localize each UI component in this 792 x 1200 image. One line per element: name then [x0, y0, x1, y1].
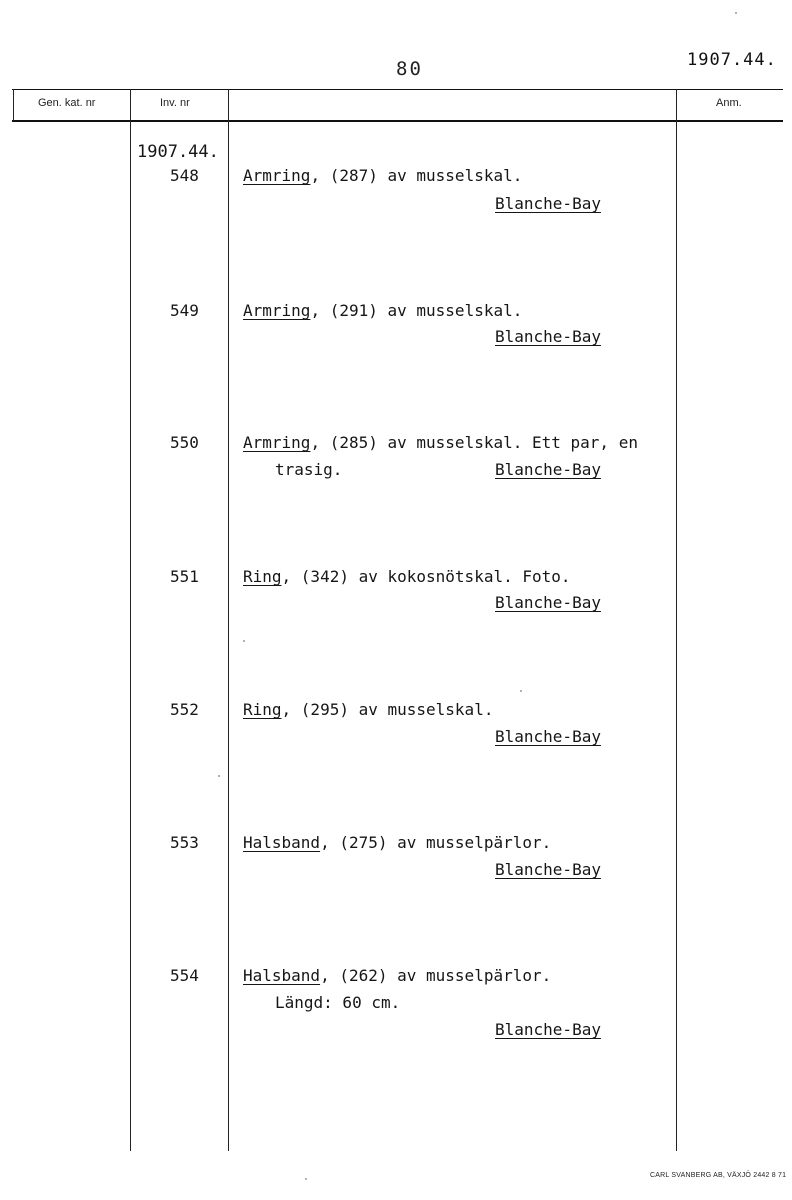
- object-name: Halsband: [243, 966, 321, 985]
- printer-imprint: CARL SVANBERG AB, VÄXJÖ 2442 8 71: [650, 1172, 787, 1179]
- entry-place: Blanche-Bay: [495, 727, 601, 746]
- scan-speck: [520, 690, 522, 692]
- entry-place: Blanche-Bay: [495, 327, 601, 346]
- inv-number-551: 551: [170, 567, 199, 586]
- column-divider-desc-anm: [676, 89, 677, 1151]
- object-details: , (287) av musselskal.: [310, 166, 523, 185]
- column-header-gen-kat-nr: Gen. kat. nr: [38, 97, 96, 109]
- column-header-inv-nr: Inv. nr: [160, 97, 190, 109]
- column-header-anm: Anm.: [716, 97, 742, 109]
- object-details: , (262) av musselpärlor.: [320, 966, 552, 985]
- object-name: Ring: [243, 567, 282, 586]
- object-name: Armring: [243, 433, 311, 452]
- object-details: , (275) av musselpärlor.: [320, 833, 552, 852]
- entry-description: [243, 433, 638, 452]
- scan-speck: [735, 12, 737, 14]
- entry-description-line2: trasig.: [275, 460, 343, 479]
- column-divider-left-edge: [13, 89, 14, 121]
- entry-place: Blanche-Bay: [495, 593, 601, 612]
- column-divider-gen-inv: [130, 89, 131, 1151]
- object-name: Ring: [243, 700, 282, 719]
- inv-number-548: 548: [170, 166, 199, 185]
- scan-speck: [243, 640, 245, 642]
- entry-description-line2: Längd: 60 cm.: [275, 993, 401, 1012]
- entry-description: [243, 166, 522, 185]
- inventory-year-label: 1907.44.: [137, 142, 219, 162]
- inv-number-550: 550: [170, 433, 199, 452]
- object-name: Halsband: [243, 833, 321, 852]
- object-details: , (295) av musselskal.: [281, 700, 494, 719]
- entry-description: [243, 966, 551, 985]
- inv-number-552: 552: [170, 700, 199, 719]
- entry-place: Blanche-Bay: [495, 460, 601, 479]
- entry-place: Blanche-Bay: [495, 194, 601, 213]
- object-details: , (342) av kokosnötskal. Foto.: [281, 567, 571, 586]
- header-accession-number: 1907.44.: [687, 50, 777, 70]
- inv-number-553: 553: [170, 833, 199, 852]
- header-top-rule: [12, 89, 783, 90]
- inv-number-549: 549: [170, 301, 199, 320]
- entry-description: [243, 833, 551, 852]
- object-details: , (285) av musselskal. Ett par, en: [310, 433, 638, 452]
- scan-speck: [218, 775, 220, 777]
- header-bottom-rule: [12, 120, 783, 122]
- object-details: , (291) av musselskal.: [310, 301, 523, 320]
- column-divider-inv-desc: [228, 89, 229, 1151]
- entry-description: [243, 700, 493, 719]
- inv-number-554: 554: [170, 966, 199, 985]
- object-name: Armring: [243, 166, 311, 185]
- entry-place: Blanche-Bay: [495, 1020, 601, 1039]
- scan-speck: [305, 1178, 307, 1180]
- entry-place: Blanche-Bay: [495, 860, 601, 879]
- entry-description: [243, 301, 522, 320]
- page-number: 80: [396, 58, 423, 80]
- entry-description: [243, 567, 571, 586]
- object-name: Armring: [243, 301, 311, 320]
